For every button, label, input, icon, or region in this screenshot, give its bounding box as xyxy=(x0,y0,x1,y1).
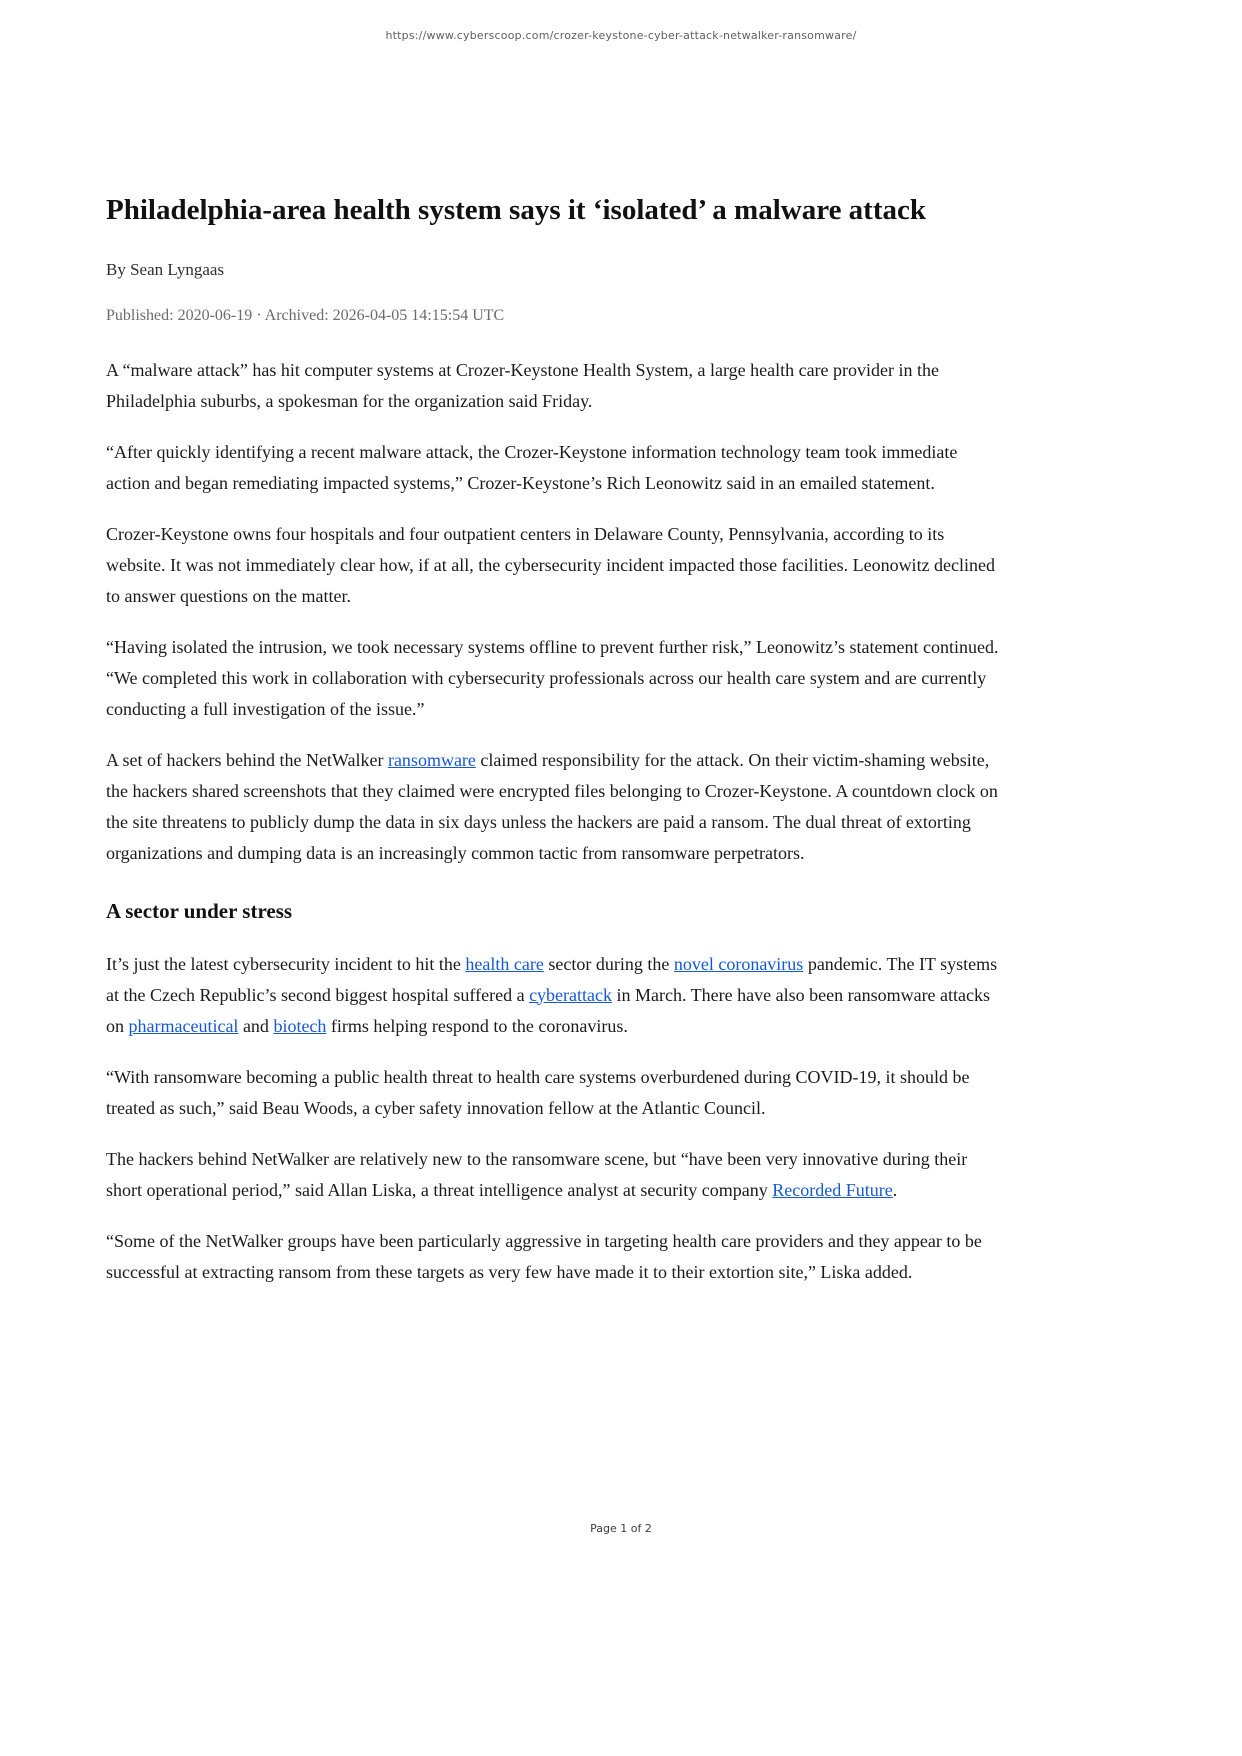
print-header-url: https://www.cyberscoop.com/crozer-keystone-cyber-attack-netwalker-ransomware/ xyxy=(385,29,857,42)
inline-link[interactable]: cyberattack xyxy=(529,984,613,1005)
article-paragraph: “After quickly identifying a recent malware attack, the Crozer-Keystone information technology team took immediate action and began remediating impacted systems,” Crozer-Keystone’s Rich Leonowitz said in an emailed statement. xyxy=(106,442,958,494)
inline-link[interactable]: pharmaceutical xyxy=(128,1015,239,1036)
article-paragraph: “With ransomware becoming a public health threat to health care systems overburdened during COVID-19, it should be treated as such,” said Beau Woods, a cyber safety innovation fellow at the Atlantic Council. xyxy=(106,1066,970,1118)
article-title: Philadelphia-area health system says it ‘isolated’ a malware attack xyxy=(106,194,927,226)
inline-link[interactable]: health care xyxy=(465,953,544,974)
page-number-footer: Page 1 of 2 xyxy=(590,1522,652,1535)
article-paragraph: A set of hackers behind the NetWalker ransomware claimed responsibility for the attack. On their victim-shaming website, the hackers shared screenshots that they claimed were encrypted files belonging to Crozer-Keystone. A countdown clock on the site threatens to publicly dump the data in six days unless the hackers are paid a ransom. The dual threat of extorting organizations and dumping data is an increasingly common tactic from ransomware perpetrators. xyxy=(106,750,998,864)
article-paragraph: “Having isolated the intrusion, we took necessary systems offline to prevent further risk,” Leonowitz’s statement continued. “We completed this work in collaboration with cybersecurity professionals across our health care system and are currently conducting a full investigation of the issue.” xyxy=(106,637,999,720)
inline-link[interactable]: novel coronavirus xyxy=(673,953,804,974)
inline-link[interactable]: ransomware xyxy=(387,750,476,771)
article-body xyxy=(106,355,1002,1287)
article-paragraph: It’s just the latest cybersecurity incident to hit the health care sector during the novel coronavirus pandemic. The IT systems at the Czech Republic’s second biggest hospital suffered a cyberattack in March. There have also been ransomware attacks on pharmaceutical and biotech firms helping respond to the coronavirus. xyxy=(106,953,998,1036)
article-byline: By Sean Lyngaas xyxy=(106,260,225,280)
inline-link[interactable]: biotech xyxy=(273,1015,327,1036)
article-paragraph: The hackers behind NetWalker are relatively new to the ransomware scene, but “have been very innovative during their short operational period,” said Allan Liska, a threat intelligence analyst at security company Recorded Future. xyxy=(106,1148,968,1200)
article xyxy=(106,192,1002,1308)
article-paragraph: “Some of the NetWalker groups have been particularly aggressive in targeting health care providers and they appear to be successful at extracting ransom from these targets as very few have made it to their extortion site,” Liska added. xyxy=(106,1230,982,1282)
article-paragraph: A “malware attack” has hit computer systems at Crozer-Keystone Health System, a large health care provider in the Philadelphia suburbs, a spokesman for the organization said Friday. xyxy=(106,360,940,412)
article-paragraph: Crozer-Keystone owns four hospitals and four outpatient centers in Delaware County, Pennsylvania, according to its website. It was not immediately clear how, if at all, the cybersecurity incident impacted those facilities. Leonowitz declined to answer questions on the matter. xyxy=(106,524,996,607)
section-heading: A sector under stress xyxy=(106,899,293,924)
article-meta: Published: 2020-06-19 · Archived: 2026-04-05 14:15:54 UTC xyxy=(106,307,505,325)
inline-link[interactable]: Recorded Future xyxy=(772,1179,893,1200)
